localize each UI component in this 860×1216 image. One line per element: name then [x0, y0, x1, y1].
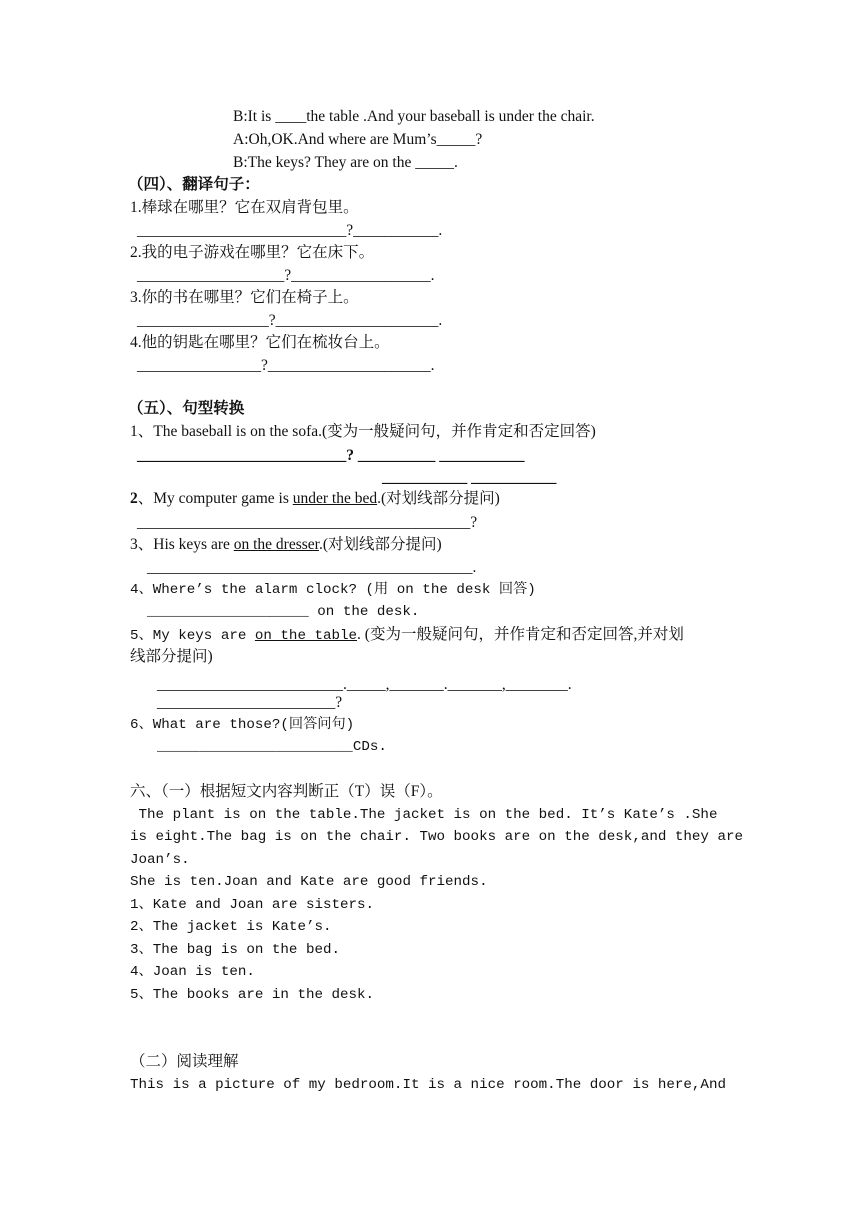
- sec6-passage-line-4: She is ten.Joan and Kate are good friends.: [130, 874, 488, 890]
- sec5-item-3-post: .(对划线部分提问): [318, 536, 442, 553]
- sec5-item-3-pre: 3、His keys are: [130, 536, 234, 553]
- sec5-item-5-blank-2: _______________________?: [157, 694, 343, 711]
- sec5-item-2-blank: ___________________________________________?: [137, 514, 478, 531]
- sec6-passage-line-3: Joan’s.: [130, 852, 190, 868]
- dialogue-line-a1: A:Oh,OK.And where are Mum’s_____?: [233, 131, 483, 148]
- sec4-answer-blank-3: _________________?_____________________.: [137, 312, 443, 329]
- sec5-item-5-post: . (变为一般疑问句，并作肯定和否定回答,并对划: [357, 626, 684, 643]
- sec6-statement-3: 3、The bag is on the bed.: [130, 942, 341, 958]
- sec6-passage-line-2: is eight.The bag is on the chair. Two books are on the desk,and they are: [130, 829, 743, 845]
- sec6-passage-line-1: The plant is on the table.The jacket is on the bed. It’s Kate’s .She: [130, 807, 718, 823]
- sec6-statement-4: 4、Joan is ten.: [130, 964, 255, 980]
- sec5-item-5-continuation: 线部分提问): [130, 648, 213, 665]
- dialogue-line-b2: B:The keys? They are on the _____.: [233, 154, 458, 171]
- sec5-item-5-underlined: on the table: [254, 628, 358, 644]
- section-4-title: （四）、翻译句子：: [128, 176, 260, 193]
- sec6-statement-1: 1、Kate and Joan are sisters.: [130, 897, 375, 913]
- sec5-item-5-pre: 5、My keys are: [130, 628, 255, 644]
- sec5-item-2: [130, 489, 500, 509]
- sec4-question-2: 2.我的电子游戏在哪里？它在床下。: [130, 244, 375, 261]
- sec5-item-6-blank: _______________________CDs.: [157, 739, 387, 755]
- sec4-answer-blank-4: ________________?_____________________.: [137, 357, 435, 374]
- sec5-item-1-blank-1: ___________________________? __________ ___________: [137, 447, 525, 464]
- sec5-item-4-blank: ___________________ on the desk.: [147, 604, 420, 620]
- sec4-question-4: 4.他的钥匙在哪里？它们在梳妆台上。: [130, 334, 390, 351]
- section-5-title: （五）、句型转换: [128, 400, 245, 417]
- sec5-item-2-underlined: under the bed: [292, 490, 378, 507]
- dialogue-line-b1: B:It is ____the table .And your baseball is under the chair.: [233, 108, 595, 125]
- sec5-item-3: [130, 535, 442, 555]
- sec5-item-2-pre: 、My computer game is: [137, 490, 293, 507]
- reading-passage-line-1: This is a picture of my bedroom.It is a nice room.The door is here,And: [130, 1077, 726, 1093]
- sec5-item-4: 4、Where’s the alarm clock? (用 on the desk 回答): [130, 582, 536, 598]
- sec5-item-2-post: .(对划线部分提问): [377, 490, 500, 507]
- section-6-title: 六、（一）根据短文内容判断正（T）误（F）。: [130, 783, 443, 800]
- sec5-item-1: 1、The baseball is on the sofa.(变为一般疑问句，并作肯定和否定回答): [130, 423, 596, 440]
- sec5-item-1-blank-2: ___________ ___________: [382, 469, 557, 486]
- sec6-statement-5: 5、The books are in the desk.: [130, 987, 375, 1003]
- sec4-answer-blank-1: ___________________________?___________.: [137, 222, 443, 239]
- sec5-item-6: 6、What are those?(回答问句): [130, 717, 355, 733]
- sec5-item-2-number: 2: [130, 490, 138, 507]
- sec4-question-3: 3.你的书在哪里？它们在椅子上。: [130, 289, 359, 306]
- sec5-item-5-blank-1: ________________________._____,_______._______,________.: [157, 676, 572, 693]
- sec4-answer-blank-2: ___________________?__________________.: [137, 267, 435, 284]
- sec4-question-1: 1.棒球在哪里？它在双肩背包里。: [130, 199, 359, 216]
- sec5-item-3-underlined: on the dresser: [233, 536, 319, 553]
- sec6-statement-2: 2、The jacket is Kate’s.: [130, 919, 332, 935]
- section-reading-title: （二）阅读理解: [130, 1053, 239, 1070]
- sec5-item-3-blank: __________________________________________.: [147, 559, 477, 576]
- sec5-item-5: [130, 625, 684, 646]
